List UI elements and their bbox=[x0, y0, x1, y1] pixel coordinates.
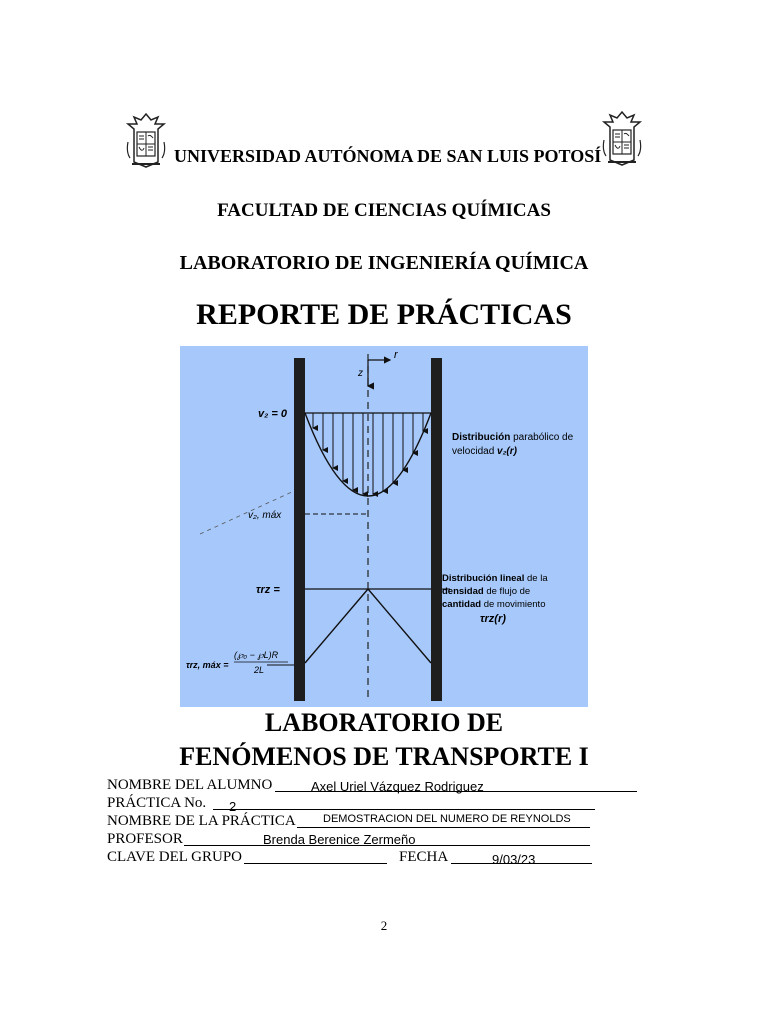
student-name-value: Axel Uriel Vázquez Rodriguez bbox=[311, 779, 484, 794]
trz-label: τrz = bbox=[256, 584, 280, 596]
date-label: FECHA bbox=[399, 849, 449, 865]
group-key-label: CLAVE DEL GRUPO bbox=[107, 849, 243, 865]
faculty-name: FACULTAD DE CIENCIAS QUÍMICAS bbox=[217, 200, 551, 221]
course-title-line1: LABORATORIO DE bbox=[264, 708, 504, 737]
university-name: UNIVERSIDAD AUTÓNOMA DE SAN LUIS POTOSÍ bbox=[174, 146, 602, 166]
practice-number-label: PRÁCTICA No. bbox=[107, 795, 207, 811]
linear-label-2: de la bbox=[527, 573, 548, 584]
left-wall bbox=[294, 358, 305, 701]
professor-label: PROFESOR bbox=[107, 831, 183, 847]
parabolic-label-3: velocidad bbox=[452, 446, 495, 457]
university-seal-left-icon bbox=[124, 112, 168, 168]
svg-text:velocidad v₂(r) bbox=[452, 446, 518, 457]
report-title: REPORTE DE PRÁCTICAS bbox=[196, 298, 572, 331]
linear-label-1: Distribución lineal bbox=[442, 573, 525, 584]
z-axis-label: z bbox=[358, 368, 363, 379]
linear-label-4: de flujo de bbox=[486, 586, 531, 597]
linear-label-5: cantidad bbox=[442, 599, 482, 610]
trz-max-denominator: 2L bbox=[254, 665, 265, 675]
velocity-profile-figure bbox=[180, 346, 588, 707]
parabolic-label-2: parabólico de bbox=[513, 432, 574, 443]
group-date-field[interactable] bbox=[107, 848, 597, 866]
svg-text:densidad de flujo de bbox=[442, 586, 530, 597]
vz-zero-label: v₂ = 0 bbox=[258, 408, 287, 420]
r-axis-label: r bbox=[394, 349, 398, 361]
vz-max-label: v₂, máx bbox=[248, 510, 282, 521]
practice-name-label: NOMBRE DE LA PRÁCTICA bbox=[107, 813, 296, 829]
linear-label-3: densidad bbox=[442, 586, 484, 597]
practice-number-value: 2 bbox=[229, 799, 237, 814]
date-value: 9/03/23 bbox=[492, 852, 536, 867]
svg-text:Distribución parabólico de bbox=[452, 432, 574, 443]
course-title-line2: FENÓMENOS DE TRANSPORTE I bbox=[179, 742, 589, 771]
trz-max-numerator: (℘₀ − ℘L)R bbox=[234, 650, 279, 660]
professor-value: Brenda Berenice Zermeño bbox=[263, 832, 416, 847]
laboratory-name: LABORATORIO DE INGENIERÍA QUÍMICA bbox=[179, 252, 589, 274]
svg-text:cantidad de movimiento bbox=[442, 599, 545, 610]
university-seal-right-icon bbox=[600, 110, 644, 166]
trz-max-label: τrz, máx = bbox=[186, 660, 229, 670]
student-name-label: NOMBRE DEL ALUMNO bbox=[107, 777, 273, 793]
parabolic-label-4: v₂(r) bbox=[497, 446, 517, 457]
parabolic-label-1: Distribución bbox=[452, 432, 511, 443]
linear-label-6: de movimiento bbox=[483, 599, 546, 610]
practice-name-value: DEMOSTRACION DEL NUMERO DE REYNOLDS bbox=[323, 813, 571, 825]
linear-label-7: τrz(r) bbox=[480, 613, 506, 625]
right-wall bbox=[431, 358, 442, 701]
svg-text:Distribución lineal de la bbox=[442, 573, 548, 584]
page-number: 2 bbox=[380, 918, 388, 933]
